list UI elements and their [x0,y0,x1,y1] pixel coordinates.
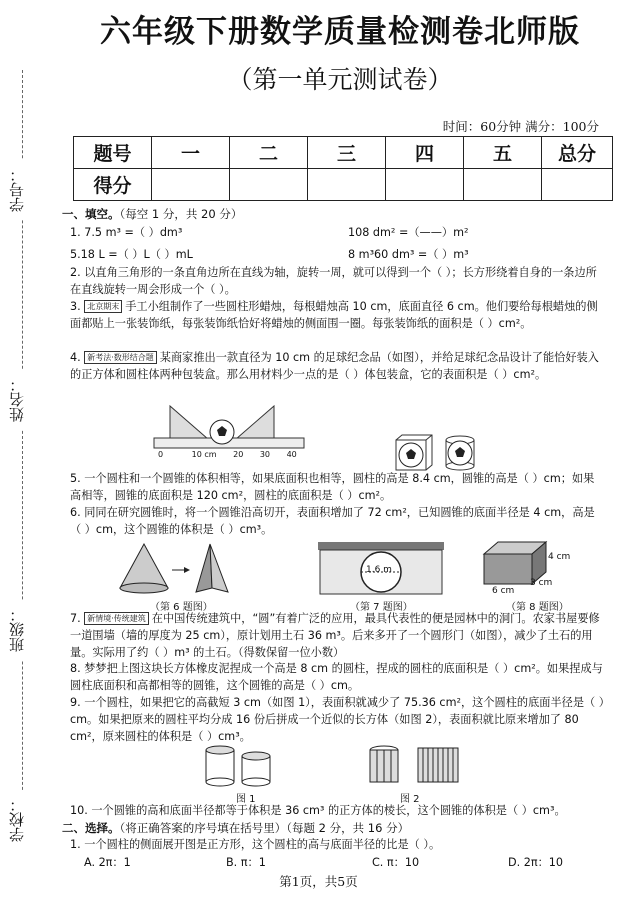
score-input-cell[interactable] [230,169,308,201]
exam-title: 六年级下册数学质量检测卷北师版 [100,14,580,50]
time-info: 时间：60分钟 满分：100分 [442,119,599,134]
score-input-cell[interactable] [308,169,386,201]
student-number-label: 学号： [6,160,42,220]
cone-figure [112,540,232,598]
score-cell: 总分 [542,137,613,169]
figure-9-2-caption: 图 2 [400,794,420,805]
option-d[interactable]: D. 2π：10 [508,856,564,869]
question-6: 6. 同同在研究圆锥时，将一个圆锥沿高切开，表面积增加了 72 cm²，已知圆锥的底面半径是 4 cm，高是（ ）cm，这个圆锥的体积是（ ）cm³。 [70,506,595,536]
score-cell: 五 [464,137,542,169]
score-input-cell[interactable] [464,169,542,201]
score-cell: 二 [230,137,308,169]
question-2: 2. 以直角三角形的一条直角边所在直线为轴，旋转一周，就可以得到一个（ ）；长方形绕着自身的一条边所在直线旋转一周会形成一个（ ）。 [70,266,597,296]
question-5: 5. 一个圆柱和一个圆锥的体积相等，如果底面积也相等，圆柱的高是 8.4 cm，圆锥的高是（ ）cm；如果高相等，圆锥的底面积是 120 cm²，圆柱的底面积是（ ）cm²。 [70,472,595,502]
score-cell: 四 [386,137,464,169]
score-input-cell[interactable] [152,169,230,201]
figure-6-caption: （第 6 题图） [150,602,213,613]
question-4-text: 某商家推出一款直径为 10 cm 的足球纪念品（如图），并给足球纪念品设计了能恰好装入的正方体和圆柱体两种包装盒。那么用材料少一点的是（ ）体包装盒，它的表面积是（ ）cm²。 [70,351,599,381]
question-7: 7. 新情境·传统建筑 在中国传统建筑中，“圆”有着广泛的应用，最具代表性的便是园林中的洞门。农家书屋要修一道围墙（墙的厚度为 25 cm），原计划用土石 36 m³。后来多开了一个圆形门（如图），减少了土石的用量。实际用了约（ ）m³ 的土石。（得数保留一位小数） [70,612,600,659]
question-4-tag: 新考法·数形结合题 [84,351,157,364]
score-table-header-row [74,137,613,169]
school-label: 学校： [6,790,42,850]
section-1-title: 一、填空。 [62,207,120,221]
question-3-text: 手工小组制作了一些圆柱形蜡烛，每根蜡烛高 10 cm，底面直径 6 cm。他们要给每根蜡烛的侧面都贴上一张装饰纸，每张装饰纸恰好将蜡烛的侧面围一圈。每张装饰纸的面积是（ ）cm²。 [70,300,598,330]
section-2-title: 二、选择。 [62,821,120,835]
option-b[interactable]: B. π：1 [226,856,266,869]
page-footer: 第1页，共5页 [279,874,358,889]
question-1a: 1. 7.5 m³ =（ ）dm³ [70,226,183,239]
door-diameter-label: 1.6 m [366,565,392,575]
packaging-boxes-figure [392,434,492,472]
ruler-label: 0 [158,450,164,459]
question-4: 4. 新考法·数形结合题 某商家推出一款直径为 10 cm 的足球纪念品（如图），并给足球纪念品设计了能恰好装入的正方体和圆柱体两种包装盒。那么用材料少一点的是（ ）体包装盒，它的表面积是（ ）cm²。 [70,351,599,381]
section-2-heading [62,820,409,836]
question-1c: 5.18 L =（ ）L（ ）mL [70,248,193,261]
score-input-cell[interactable] [386,169,464,201]
question-3: 3. 北京期末 手工小组制作了一些圆柱形蜡烛，每根蜡烛高 10 cm，底面直径 6 cm。他们要给每根蜡烛的侧面都贴上一张装饰纸，每张装饰纸恰好将蜡烛的侧面围一圈。每张装饰纸的面积是（ ）cm²。 [70,300,598,330]
figure-7-caption: （第 7 题图） [350,602,413,613]
ruler-ball-figure [150,402,310,450]
question-9: 9. 一个圆柱，如果把它的高截短 3 cm（如图 1），表面积就减少了 75.36 cm²，这个圆柱的底面半径是（ ）cm。如果把原来的圆柱平均分成 16 份后拼成一个近似的长方体（如图 2），表面积就比原来增加了 80 cm²，原来圆柱的体积是（ ）cm³。 [70,696,605,743]
cylinder-fig2 [364,742,464,790]
question-7-tag: 新情境·传统建筑 [84,612,149,625]
exam-subtitle: （第一单元测试卷） [227,65,453,94]
figure-9-1-caption: 图 1 [236,794,256,805]
question-3-tag: 北京期末 [84,300,122,313]
question-8: 8. 梦梦把上图这块长方体橡皮泥捏成一个高是 8 cm 的圆柱，捏成的圆柱的底面积是（ ）cm²。如果捏成与圆柱底面积和高都相等的圆锥，这个圆锥的高是（ ）cm。 [70,662,603,692]
name-label: 姓名： [6,370,42,430]
figure-8-caption: （第 8 题图） [506,602,569,613]
score-input-cell[interactable] [542,169,613,201]
question-10: 10. 一个圆锥的高和底面半径都等于体积是 36 cm³ 的正方体的棱长，这个圆锥的体积是（ ）cm³。 [70,804,566,817]
ruler-label: 30 [259,450,271,459]
ruler-labels [158,450,297,459]
box-width-label: 6 cm [492,586,515,596]
section-1-note: （每空 1 分，共 20 分） [119,207,243,221]
score-cell: 一 [152,137,230,169]
option-a[interactable]: A. 2π：1 [84,856,131,869]
box-depth-label: 3 cm [530,578,553,588]
class-label: 班级： [6,600,42,660]
ruler-label: 10 cm [191,450,217,459]
cylinder-fig1 [200,742,280,790]
score-row-label: 得分 [74,169,152,201]
question-1d: 8 m³60 dm³ =（ ）m³ [348,248,469,261]
score-cell: 题号 [74,137,152,169]
score-cell: 三 [308,137,386,169]
score-table [73,136,613,201]
question-1b: 108 dm² =（——）m² [348,226,469,239]
ruler-label: 20 [233,450,244,459]
ruler-label: 40 [286,450,297,459]
question-7-text: 在中国传统建筑中，“圆”有着广泛的应用，最具代表性的便是园林中的洞门。农家书屋要修一道围墙（墙的厚度为 25 cm），原计划用土石 36 m³。后来多开了一个圆形门（如图），减少了土石的用量。实际用了约（ ）m³ 的土石。（得数保留一位小数） [70,612,600,659]
choice-question-1: 1. 一个圆柱的侧面展开图是正方形，这个圆柱的高与底面半径的比是（ ）。 [70,838,441,851]
box-height-label: 4 cm [548,552,571,562]
score-table-score-row [74,169,613,201]
section-1-heading [62,206,242,222]
section-2-note: （将正确答案的序号填在括号里）（每题 2 分，共 16 分） [119,821,410,835]
option-c[interactable]: C. π：10 [372,856,420,869]
